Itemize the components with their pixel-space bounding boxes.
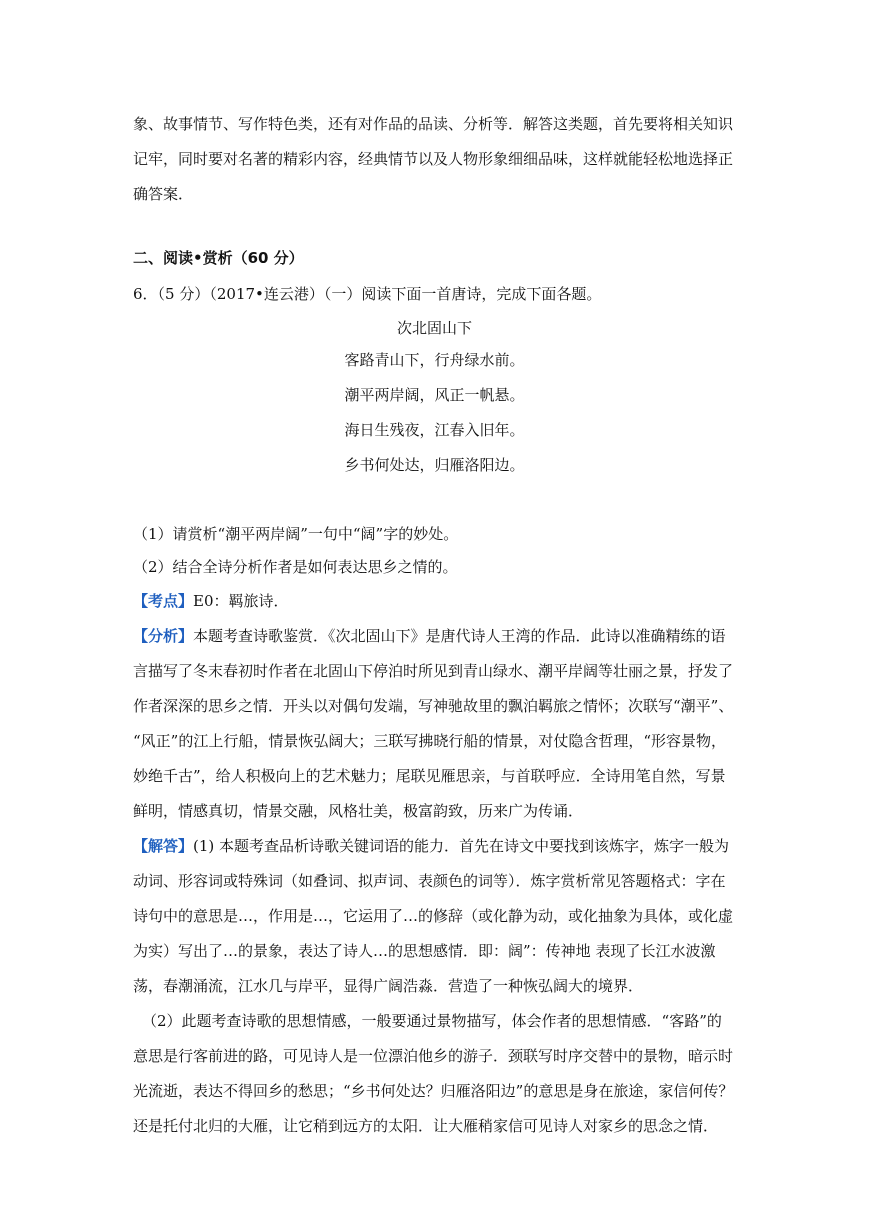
fenxi-line-3: 作者深深的思乡之情．开头以对偶句发端，写神驰故里的飘泊羁旅之情怀；次联写“潮平”、: [133, 697, 734, 715]
jieda-line-1: [133, 836, 753, 856]
jieda-tag: 【解答】: [133, 837, 194, 855]
fenxi-tag: 【分析】: [133, 627, 194, 645]
fenxi-line-2: 言描写了冬末春初时作者在北固山下停泊时所见到青山绿水、潮平岸阔等壮丽之景，抒发了: [133, 662, 734, 680]
sub-question-2: （2）结合全诗分析作者是如何表达思乡之情的。: [133, 558, 458, 576]
jieda-line-3: 诗句中的意思是…，作用是…，它运用了…的修辞（或化静为动，或化抽象为具体，或化虚: [133, 907, 734, 925]
poem-line-2: 潮平两岸阔，风正一帆悬。: [344, 386, 525, 404]
section-title: 二、阅读•赏析（60 分）: [133, 249, 304, 267]
jieda-line-4: 为实）写出了…的景象，表达了诗人…的思想感情．即：阔”：传神地 表现了长江水波激: [133, 942, 716, 960]
poem-line-3: 海日生残夜，江春入旧年。: [344, 421, 525, 439]
fenxi-text-first: 本题考查诗歌鉴赏．《次北固山下》是唐代诗人王湾的作品．此诗以准确精练的语: [193, 627, 726, 645]
fenxi-line-1: [133, 626, 753, 646]
poem-line-1: 客路青山下，行舟绿水前。: [344, 351, 525, 369]
jieda-part2-line-4: 还是托付北归的大雁，让它稍到远方的太阳．让大雁稍家信可见诗人对家乡的思念之情．: [133, 1117, 719, 1135]
kaodian-tag: 【考点】: [133, 592, 194, 610]
jieda-line-5: 荡，春潮涌流，江水几与岸平，显得广阔浩淼．营造了一种恢弘阔大的境界．: [133, 977, 644, 995]
intro-line-2: 记牢，同时要对名著的精彩内容，经典情节以及人物形象细细品味，这样就能轻松地选择正: [133, 150, 734, 168]
poem-title: 次北固山下: [396, 319, 472, 337]
fenxi-line-4: “风正”的江上行船，情景恢弘阔大；三联写拂晓行船的情景，对仗隐含哲理，“形容景物，: [133, 732, 727, 750]
jieda-part2-line-3: 光流逝，表达不得回乡的愁思；“乡书何处达？归雁洛阳边”的意思是身在旅途，家信何传？: [133, 1082, 734, 1100]
fenxi-line-6: 鲜明，情感真切，情景交融，风格壮美，极富韵致，历来广为传诵．: [133, 802, 584, 820]
intro-line-3: 确答案．: [133, 185, 194, 203]
sub-question-1: （1）请赏析“潮平两岸阔”一句中“阔”字的妙处。: [133, 525, 459, 543]
poem-line-4: 乡书何处达，归雁洛阳边。: [344, 456, 525, 474]
jieda-line-2: 动词、形容词或特殊词（如叠词、拟声词、表颜色的词等）．炼字赏析常见答题格式：字在: [133, 872, 726, 890]
jieda-part2-line-2: 意思是行客前进的路，可见诗人是一位漂泊他乡的游子．颈联写时序交替中的景物，暗示时: [133, 1047, 734, 1065]
fenxi-line-5: 妙绝千古”，给人积极向上的艺术魅力；尾联见雁思亲，与首联呼应．全诗用笔自然，写景: [133, 767, 726, 785]
kaodian-line: [133, 591, 753, 611]
jieda-text-first: (1) 本题考查品析诗歌关键词语的能力．首先在诗文中要找到该炼字，炼字一般为: [193, 837, 730, 855]
intro-line-1: 象、故事情节、写作特色类，还有对作品的品读、分析等．解答这类题，首先要将相关知识: [133, 115, 734, 133]
kaodian-text: E0：羁旅诗．: [193, 592, 289, 610]
question-header: 6．（5 分）（2017•连云港）（一）阅读下面一首唐诗，完成下面各题。: [133, 285, 602, 303]
jieda-part2-line-1: （2）此题考查诗歌的思想情感，一般要通过景物描写，体会作者的思想情感．“客路”的: [142, 1012, 722, 1030]
